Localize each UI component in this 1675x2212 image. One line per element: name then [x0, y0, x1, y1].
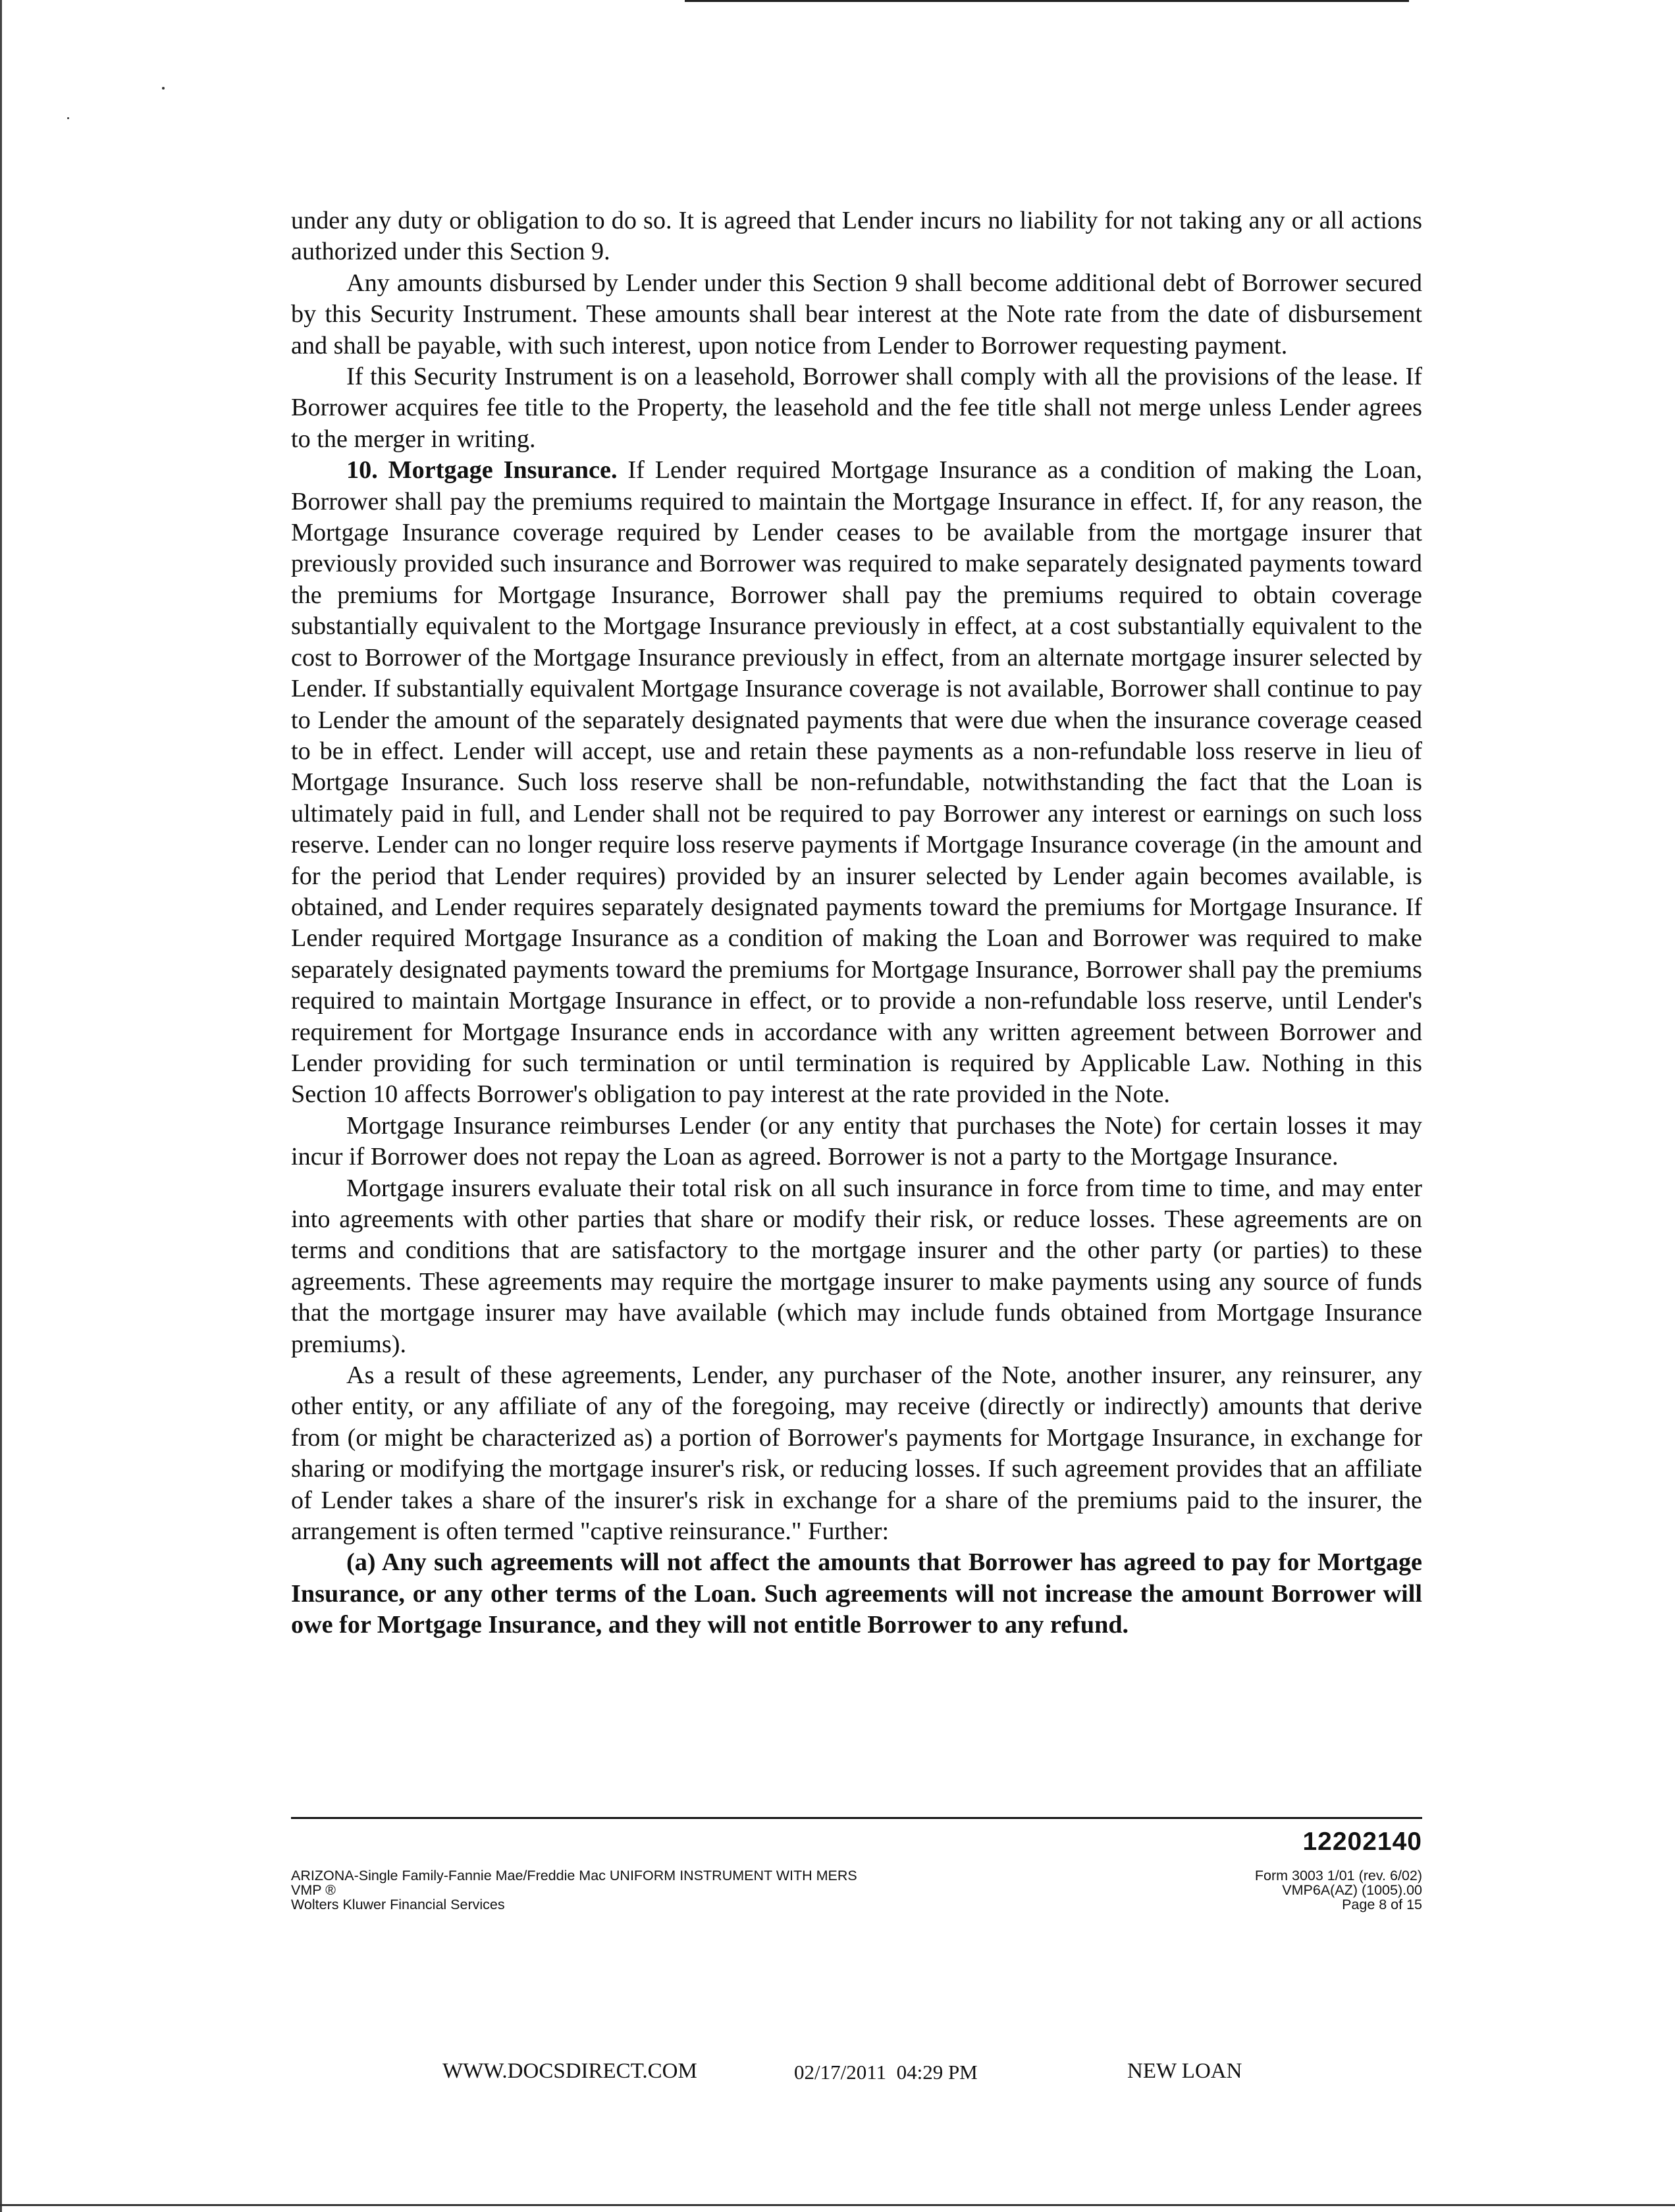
- paragraph-captive-reinsurance: As a result of these agreements, Lender, any purchaser of the Note, another insurer, any reinsurer, any other entity, or any affiliate of any of the foregoing, may receive (directly or indirectly) amounts that derive from (or might be characterized as) a portion of Borrower's payments for Mortgage Insurance, in exchange for sharing or modifying the mortgage insurer's risk, or reducing losses. If such agreement provides that an affiliate of Lender takes a share of the insurer's risk in exchange for a share of the premiums paid to the insurer, the arrangement is often termed "captive reinsurance." Further:: [291, 1361, 1422, 1546]
- scan-edge-top: [685, 0, 1409, 2]
- section-10-text: If Lender required Mortgage Insurance as a condition of making the Loan, Borrower shall pay the premiums required to maintain the Mortgage Insurance in effect. If, for any reason, the Mortgage Insurance coverage required by Lender ceases to be available from the mortgage insurer that previously provided such insurance and Borrower was required to make separately designated payments toward the premiums for Mortgage Insurance, Borrower shall pay the premiums required to obtain coverage substantially equivalent to the Mortgage Insurance previously in effect, at a cost substantially equivalent to the cost to Borrower of the Mortgage Insurance previously in effect, from an alternate mortgage insurer selected by Lender. If substantially equivalent Mortgage Insurance coverage is not available, Borrower shall continue to pay to Lender the amount of the separately designated payments that were due when the insurance coverage ceased to be in effect. Lender will accept, use and retain these payments as a non-refundable loss reserve in lieu of Mortgage Insurance. Such loss reserve shall be non-refundable, notwithstanding the fact that the Loan is ultimately paid in full, and Lender shall not be required to pay Borrower any interest or earnings on such loss reserve. Lender can no longer require loss reserve payments if Mortgage Insurance coverage (in the amount and for the period that Lender requires) provided by an insurer selected by Lender again becomes available, is obtained, and Lender requires separately designated payments toward the premiums for Mortgage Insurance. If Lender required Mortgage Insurance as a condition of making the Loan and Borrower was required to make separately designated payments toward the premiums for Mortgage Insurance, Borrower shall pay the premiums required to maintain Mortgage Insurance in effect, or to provide a non-refundable loss reserve, until Lender's requirement for Mortgage Insurance ends in accordance with any written agreement between Borrower and Lender providing for such termination or until termination is required by Applicable Law. Nothing in this Section 10 affects Borrower's obligation to pay interest at the rate provided in the Note.: [291, 456, 1422, 1109]
- form-info-right: [1255, 1868, 1422, 1912]
- paragraph-section-9-end: under any duty or obligation to do so. It is agreed that Lender incurs no liability for not taking any or all actions authorized under this Section 9.: [291, 207, 1422, 266]
- print-datetime: 02/17/2011 04:29 PM: [794, 2061, 978, 2084]
- website-label: WWW.DOCSDIRECT.COM: [442, 2059, 697, 2083]
- document-body: [291, 205, 1422, 1641]
- paragraph-mortgage-insurance: [291, 455, 1422, 1111]
- form-info-left: [291, 1868, 857, 1912]
- section-10-heading: 10. Mortgage Insurance.: [346, 456, 618, 485]
- scan-edge-bottom: [0, 2204, 1675, 2206]
- page-number: Page 8 of 15: [1342, 1897, 1422, 1912]
- form-number: Form 3003 1/01 (rev. 6/02): [1254, 1868, 1422, 1883]
- paragraph-clause-a: (a) Any such agreements will not affect the amounts that Borrower has agreed to pay for Mortgage Insurance, or any other terms of the Loan. Such agreements will not increase the amount Borrower will owe for Mortgage Insurance, and they will not entitle Borrower to any refund.: [291, 1548, 1422, 1639]
- loan-status: NEW LOAN: [1127, 2059, 1242, 2083]
- vmp-mark: VMP ®: [291, 1882, 336, 1898]
- publisher: Wolters Kluwer Financial Services: [291, 1897, 505, 1912]
- scan-edge-left: [0, 0, 2, 2212]
- footer-divider: [291, 1817, 1422, 1819]
- loan-number: 12202140: [1302, 1828, 1422, 1856]
- paragraph-leasehold: If this Security Instrument is on a leasehold, Borrower shall comply with all the provisions of the lease. If Borrower acquires fee title to the Property, the leasehold and the fee title shall not merge unless Lender agrees to the merger in writing.: [291, 363, 1422, 453]
- scan-speck: [67, 117, 69, 119]
- paragraph-mi-risk: Mortgage insurers evaluate their total risk on all such insurance in force from time to time, and may enter into agreements with other parties that share or modify their risk, or reduce losses. These agreements are on terms and conditions that are satisfactory to the mortgage insurer and the other party (or parties) to these agreements. These agreements may require the mortgage insurer to make payments using any source of funds that the mortgage insurer may have available (which may include funds obtained from Mortgage Insurance premiums).: [291, 1174, 1422, 1358]
- form-code: VMP6A(AZ) (1005).00: [1282, 1882, 1422, 1898]
- paragraph-mi-reimburses: Mortgage Insurance reimburses Lender (or any entity that purchases the Note) for certain losses it may incur if Borrower does not repay the Loan as agreed. Borrower is not a party to the Mortgage Insurance.: [291, 1111, 1422, 1171]
- paragraph-disbursed-amounts: Any amounts disbursed by Lender under this Section 9 shall become additional debt of Borrower secured by this Security Instrument. These amounts shall bear interest at the Note rate from the date of disbursement and shall be payable, with such interest, upon notice from Lender to Borrower requesting payment.: [291, 269, 1422, 359]
- form-title: ARIZONA-Single Family-Fannie Mae/Freddie Mac UNIFORM INSTRUMENT WITH MERS: [291, 1868, 857, 1883]
- scan-speck: [162, 87, 165, 90]
